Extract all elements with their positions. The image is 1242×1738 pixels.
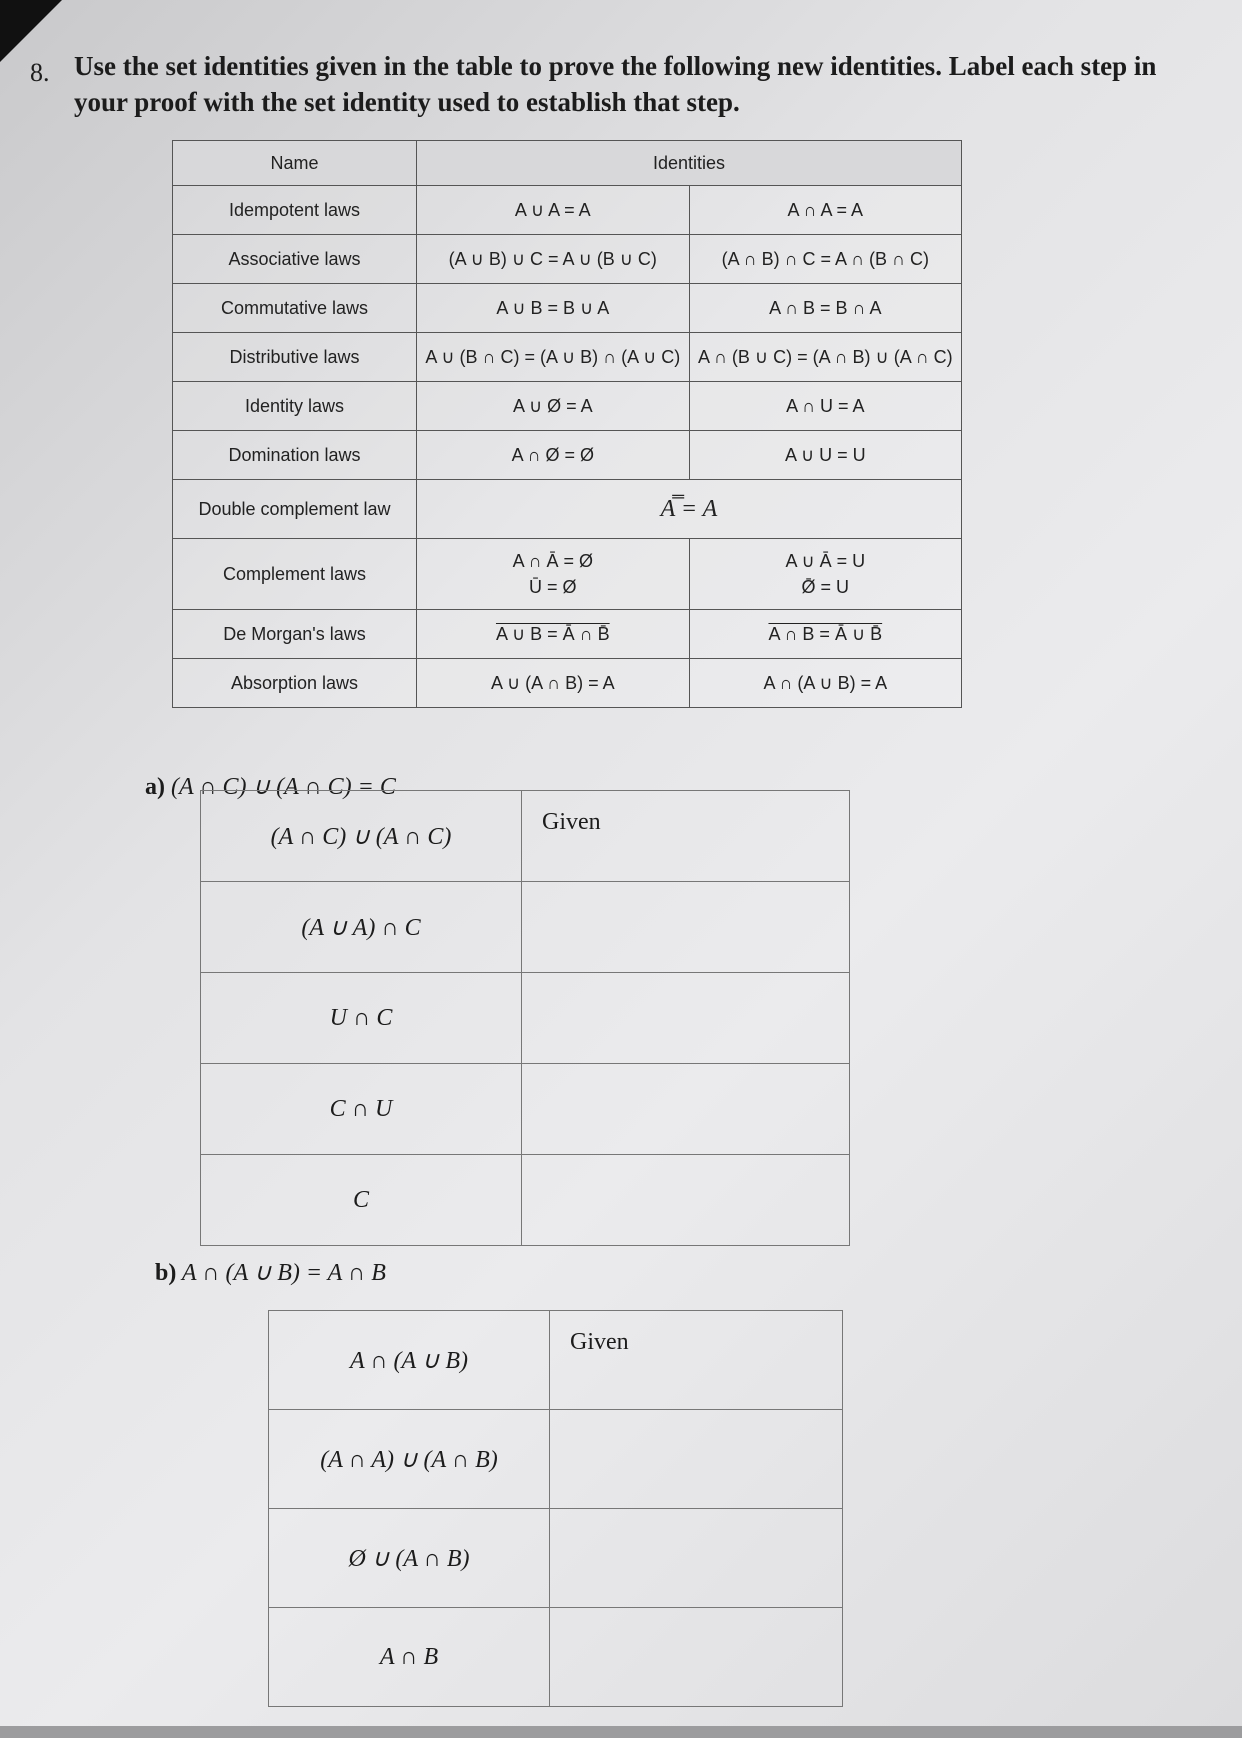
question-number: 8. [30,58,50,87]
identity-left: A ∪ Ø = A [417,382,690,431]
identity-left: A ∪ (B ∩ C) = (A ∪ B) ∩ (A ∪ C) [417,333,690,382]
proof-step-expression: A ∩ (A ∪ B) [269,1311,550,1410]
identity-right: A ∩ A = A [689,186,961,235]
identity-right [689,539,961,610]
proof-row [201,1155,850,1246]
proof-row [269,1410,843,1509]
identity-right: (A ∩ B) ∩ C = A ∩ (B ∩ C) [689,235,961,284]
proof-row [269,1311,843,1410]
proof-step-expression: C ∩ U [201,1064,522,1155]
proof-row [201,973,850,1064]
proof-row [201,882,850,973]
proof-step-reason[interactable]: Given [550,1311,843,1410]
identity-left-line1: A ∩ Ā = Ø [512,551,594,571]
table-header-row [173,141,962,186]
table-row [173,659,962,708]
proof-step-expression: U ∩ C [201,973,522,1064]
proof-step-reason[interactable]: Given [522,791,850,882]
part-b-label [155,1258,386,1287]
identity-right: A ∩ (A ∪ B) = A [689,659,961,708]
identity-right: A ∪ U = U [689,431,961,480]
part-b-letter: b) [155,1260,177,1286]
proof-table-a [200,790,850,1246]
identity-right: A ∩ B = B ∩ A [689,284,961,333]
law-name: Identity laws [173,382,417,431]
proof-step-expression: (A ∩ C) ∪ (A ∩ C) [201,791,522,882]
identity-right: A ∩ B = Ā ∪ B̄ [689,610,961,659]
identity-left: A ∪ B = Ā ∩ B̄ [417,610,690,659]
table-row [173,333,962,382]
law-name: Complement laws [173,539,417,610]
header-identities: Identities [417,141,962,186]
law-name: De Morgan's laws [173,610,417,659]
identity-right: A ∩ U = A [689,382,961,431]
proof-step-reason[interactable] [550,1410,843,1509]
proof-step-expression: C [201,1155,522,1246]
law-name: Commutative laws [173,284,417,333]
identity-right: A ∩ (B ∪ C) = (A ∩ B) ∪ (A ∩ C) [689,333,961,382]
proof-step-reason[interactable] [522,1064,850,1155]
identity-left-line2: Ū = Ø [529,577,577,597]
table-row [173,610,962,659]
proof-step-expression: Ø ∪ (A ∩ B) [269,1509,550,1608]
identity-center: A̿ = A [417,480,962,539]
header-name: Name [173,141,417,186]
proof-step-expression: (A ∪ A) ∩ C [201,882,522,973]
law-name: Double complement law [173,480,417,539]
part-a-letter: a) [145,774,165,800]
page-bottom-edge [0,1726,1242,1738]
identity-left: A ∪ B = B ∪ A [417,284,690,333]
identity-left [417,539,690,610]
table-row [173,186,962,235]
proof-row [201,791,850,882]
proof-step-reason[interactable] [522,1155,850,1246]
table-row [173,235,962,284]
proof-row [269,1509,843,1608]
proof-row [269,1608,843,1707]
set-identities-table [172,140,962,708]
proof-table-b [268,1310,843,1707]
law-name: Domination laws [173,431,417,480]
law-name: Associative laws [173,235,417,284]
proof-step-reason[interactable] [550,1509,843,1608]
table-row [173,480,962,539]
proof-step-reason[interactable] [522,882,850,973]
part-b-statement: A ∩ (A ∪ B) = A ∩ B [181,1260,386,1286]
law-name: Distributive laws [173,333,417,382]
table-row [173,539,962,610]
photo-corner-shadow [0,0,62,62]
identity-left: (A ∪ B) ∪ C = A ∪ (B ∪ C) [417,235,690,284]
identity-left: A ∪ (A ∩ B) = A [417,659,690,708]
identity-left: A ∪ A = A [417,186,690,235]
proof-row [201,1064,850,1155]
question-text: Use the set identities given in the table to prove the following new identities. Label each step in your proof with the set identity used to establish that step. [74,51,1157,117]
table-row [173,382,962,431]
proof-step-expression: (A ∩ A) ∪ (A ∩ B) [269,1410,550,1509]
table-row [173,284,962,333]
proof-step-reason[interactable] [550,1608,843,1707]
identity-right-line2: Ø̄ = U [801,577,850,597]
identity-right-line1: A ∪ Ā = U [785,551,866,571]
proof-step-expression: A ∩ B [269,1608,550,1707]
proof-step-reason[interactable] [522,973,850,1064]
table-row [173,431,962,480]
part-a-statement: (A ∩ C) ∪ (A ∩ C) = C [171,774,396,800]
law-name: Idempotent laws [173,186,417,235]
identity-left: A ∩ Ø = Ø [417,431,690,480]
law-name: Absorption laws [173,659,417,708]
